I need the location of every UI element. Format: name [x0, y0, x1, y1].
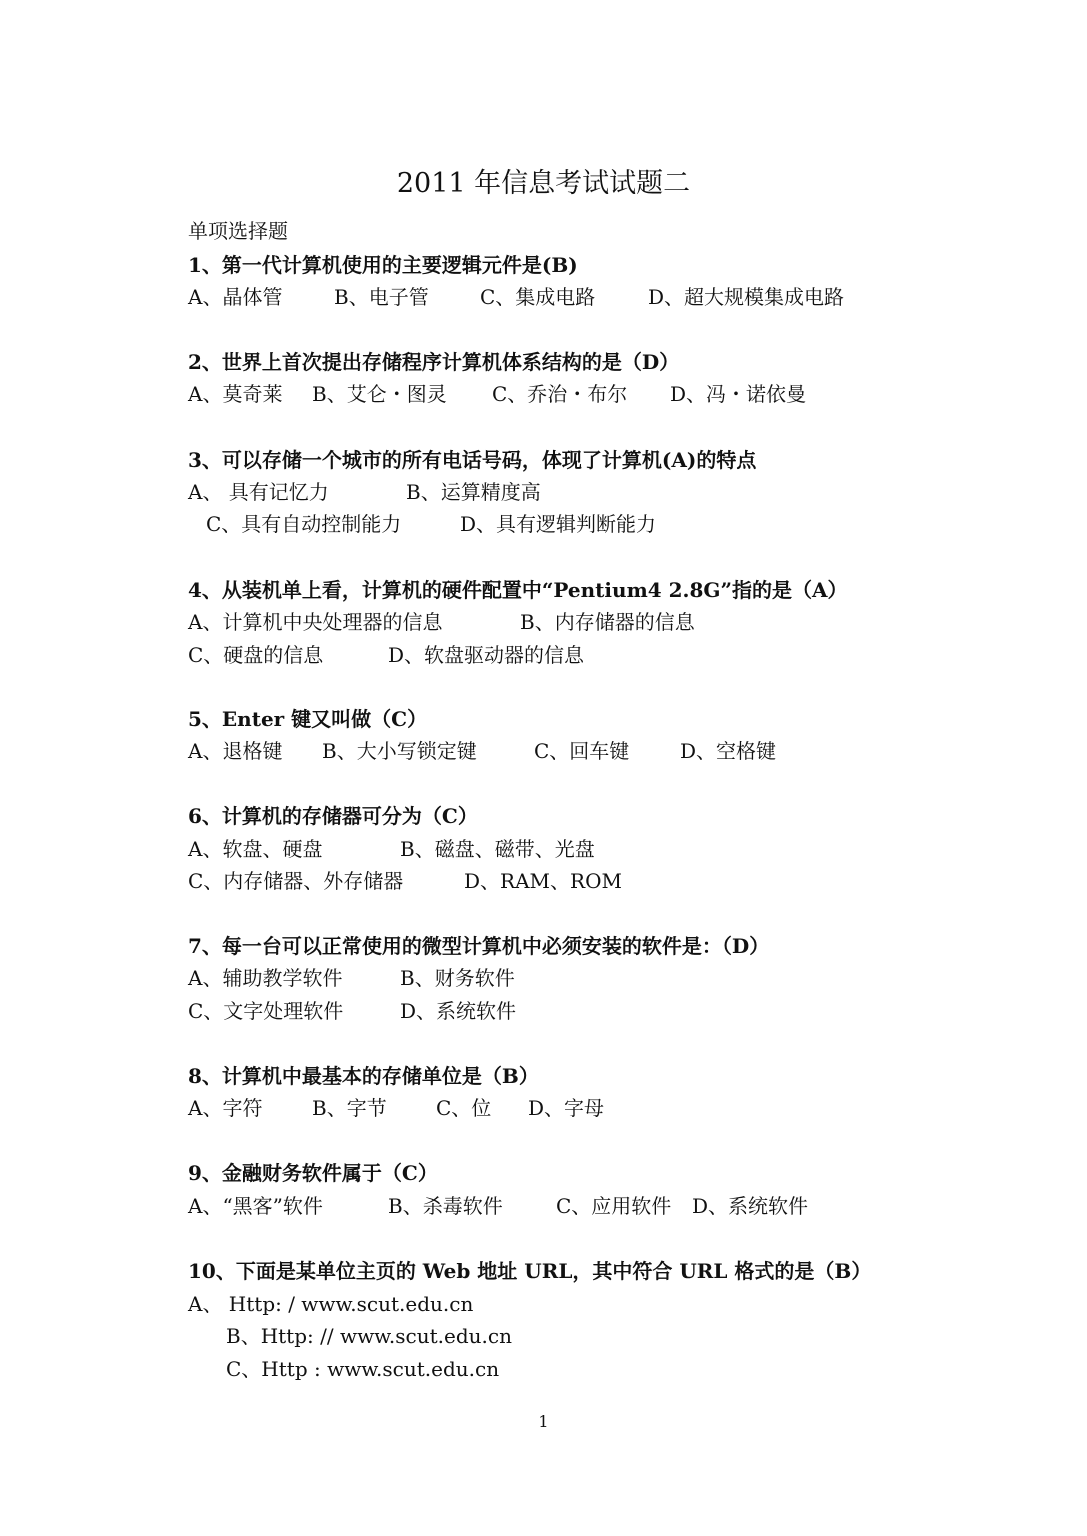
option: D、软盘驱动器的信息 — [388, 643, 585, 667]
option: A、晶体管 — [188, 285, 283, 309]
option: C、应用软件 — [556, 1194, 672, 1218]
option-line — [206, 509, 656, 539]
option: D、具有逻辑判断能力 — [460, 512, 657, 536]
option: A、 具有记忆力 — [188, 480, 329, 504]
option-line — [226, 1354, 499, 1384]
option-line — [188, 477, 541, 507]
option: A、辅助教学软件 — [188, 966, 343, 990]
option: B、Http: // www.scut.edu.cn — [226, 1324, 512, 1348]
option: C、位 — [436, 1096, 492, 1120]
question-stem: 6、计算机的存储器可分为（C） — [188, 804, 478, 828]
option: A、 Http: / www.scut.edu.cn — [188, 1292, 474, 1316]
option: B、杀毒软件 — [388, 1194, 503, 1218]
option: B、大小写锁定键 — [322, 739, 477, 763]
option: C、内存储器、外存储器 — [188, 869, 404, 893]
option: C、Http : www.scut.edu.cn — [226, 1357, 500, 1381]
option: B、内存储器的信息 — [520, 610, 695, 634]
option-line — [188, 282, 844, 312]
option-line — [188, 607, 695, 637]
option: C、乔治・布尔 — [492, 382, 628, 406]
option: D、超大规模集成电路 — [648, 285, 845, 309]
option-line — [188, 736, 776, 766]
option: B、财务软件 — [400, 966, 515, 990]
question-stem: 5、Enter 键又叫做（C） — [188, 707, 428, 731]
option-line — [188, 379, 806, 409]
option-line — [188, 963, 515, 993]
option: C、集成电路 — [480, 285, 596, 309]
option: A、字符 — [188, 1096, 263, 1120]
document-title: 2011 年信息考试试题二 — [396, 168, 691, 199]
option: A、软盘、硬盘 — [188, 837, 323, 861]
option-line — [188, 834, 595, 864]
question-stem: 3、可以存储一个城市的所有电话号码，体现了计算机(A)的特点 — [188, 448, 757, 472]
option: A、退格键 — [188, 739, 283, 763]
question-stem: 8、计算机中最基本的存储单位是（B） — [188, 1064, 539, 1088]
option: C、回车键 — [534, 739, 630, 763]
option: B、电子管 — [334, 285, 429, 309]
option: B、字节 — [312, 1096, 387, 1120]
option-line — [188, 866, 622, 896]
question-stem: 10、下面是某单位主页的 Web 地址 URL，其中符合 URL 格式的是（B） — [188, 1259, 872, 1283]
question-stem: 1、第一代计算机使用的主要逻辑元件是(B) — [188, 253, 578, 277]
option-line — [188, 1191, 808, 1221]
option: D、冯・诺依曼 — [670, 382, 807, 406]
option: C、具有自动控制能力 — [206, 512, 402, 536]
option: B、艾仑・图灵 — [312, 382, 447, 406]
question-stem: 7、每一台可以正常使用的微型计算机中必须安装的软件是：（D） — [188, 934, 770, 958]
option: B、运算精度高 — [406, 480, 541, 504]
page-number: 1 — [538, 1412, 549, 1431]
option-line — [188, 1093, 604, 1123]
option: A、“黑客”软件 — [188, 1194, 323, 1218]
option-line — [188, 1289, 473, 1319]
question-stem: 9、金融财务软件属于（C） — [188, 1161, 438, 1185]
question-stem: 4、从装机单上看，计算机的硬件配置中“Pentium4 2.8G”指的是（A） — [188, 578, 848, 602]
option-line — [188, 996, 516, 1026]
option-line — [188, 640, 584, 670]
option: C、硬盘的信息 — [188, 643, 324, 667]
option: D、系统软件 — [400, 999, 517, 1023]
option: D、系统软件 — [692, 1194, 809, 1218]
section-label: 单项选择题 — [188, 219, 288, 243]
option-line — [226, 1321, 512, 1351]
option: D、字母 — [528, 1096, 605, 1120]
question-stem: 2、世界上首次提出存储程序计算机体系结构的是（D） — [188, 350, 680, 374]
option: D、空格键 — [680, 739, 777, 763]
option: D、RAM、ROM — [464, 869, 622, 893]
option: C、文字处理软件 — [188, 999, 344, 1023]
option: B、磁盘、磁带、光盘 — [400, 837, 595, 861]
option: A、莫奇莱 — [188, 382, 283, 406]
option: A、计算机中央处理器的信息 — [188, 610, 443, 634]
